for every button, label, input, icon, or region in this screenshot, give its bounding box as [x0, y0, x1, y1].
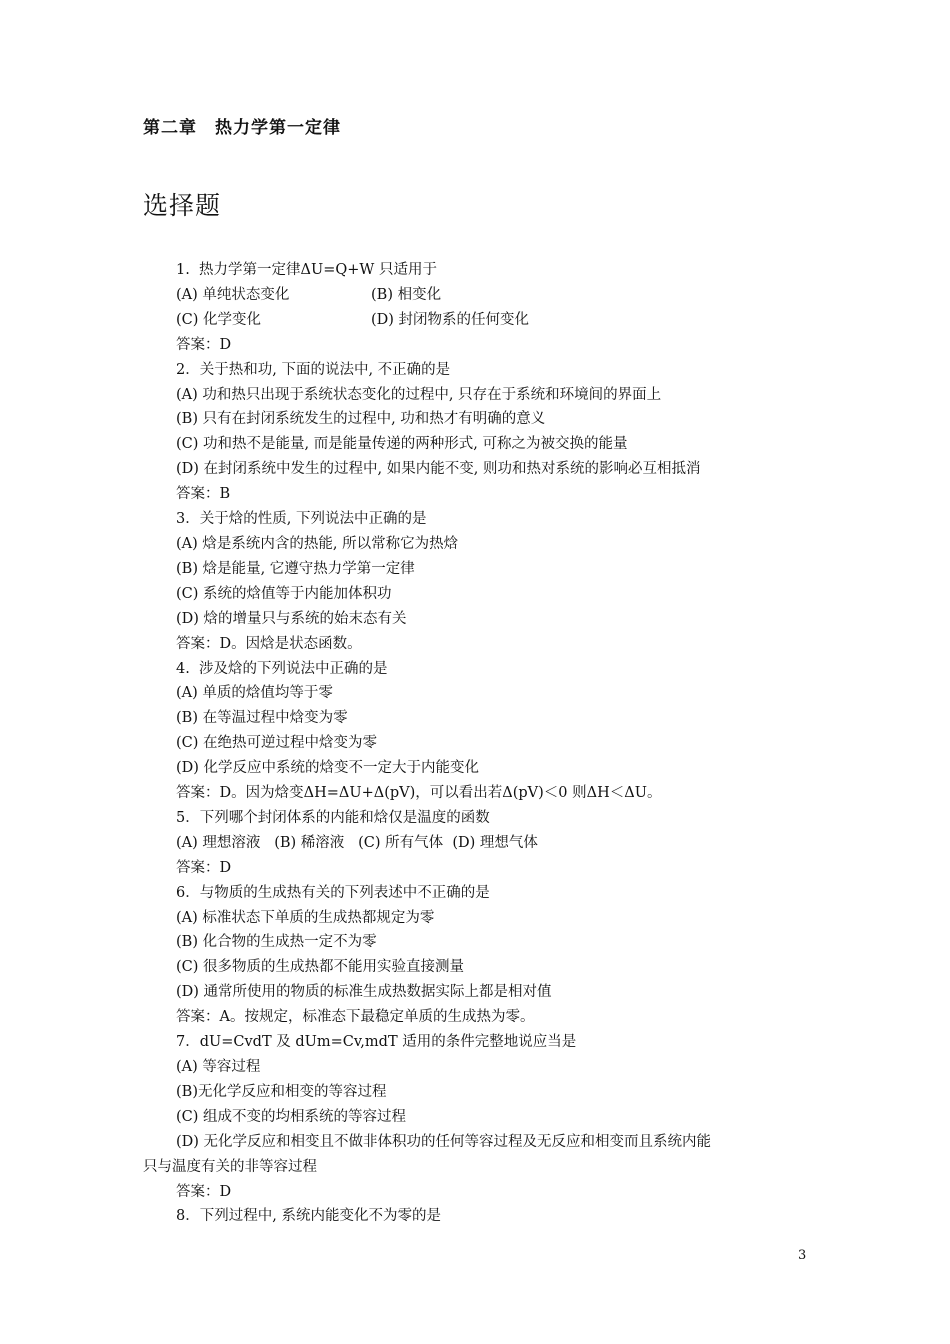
text-line: 6．与物质的生成热有关的下列表述中不正确的是 [176, 884, 490, 901]
text-line: (D) 焓的增量只与系统的始末态有关 [176, 610, 407, 627]
text-line: 答案：D。因为焓变ΔH=ΔU+Δ(pV)，可以看出若Δ(pV)＜0 则ΔH＜ΔU。 [176, 785, 662, 802]
text-line: 1. 热力学第一定律ΔU=Q+W 只适用于 [176, 262, 437, 278]
text-line: (D) 化学反应中系统的焓变不一定大于内能变化 [176, 760, 480, 777]
text-line: (C) 功和热不是能量, 而是能量传递的两种形式, 可称之为被交换的能量 [176, 436, 628, 453]
text-line: 8．下列过程中, 系统内能变化不为零的是 [176, 1208, 441, 1225]
text-line: (C) 很多物质的生成热都不能用实验直接测量 [176, 959, 465, 976]
text-line: (B)无化学反应和相变的等容过程 [176, 1083, 387, 1100]
page-number: 3 [798, 1248, 807, 1263]
text-line: (B) 化合物的生成热一定不为零 [176, 934, 377, 951]
option-text: (D) 封闭物系的任何变化 [371, 311, 530, 328]
text-line: 4. 涉及焓的下列说法中正确的是 [176, 660, 388, 677]
text-line: 2．关于热和功, 下面的说法中, 不正确的是 [176, 361, 451, 378]
text-line: 答案：D [176, 859, 232, 876]
text-line: 5．下列哪个封闭体系的内能和焓仅是温度的函数 [176, 809, 490, 826]
option-text: (B) 相变化 [371, 286, 442, 303]
text-line: (B) 在等温过程中焓变为零 [176, 710, 348, 727]
text-line: 答案：A。按规定，标准态下最稳定单质的生成热为零。 [176, 1009, 535, 1026]
text-line: (D) 无化学反应和相变且不做非体积功的任何等容过程及无反应和相变而且系统内能 [176, 1133, 712, 1150]
text-line: (D) 在封闭系统中发生的过程中, 如果内能不变, 则功和热对系统的影响必互相抵消 [176, 461, 701, 478]
chapter-title: 第二章 热力学第一定律 [143, 118, 341, 138]
text-line: (B) 只有在封闭系统发生的过程中, 功和热才有明确的意义 [176, 411, 546, 428]
option-row [176, 283, 816, 308]
text-line: (A) 功和热只出现于系统状态变化的过程中, 只存在于系统和环境间的界面上 [176, 386, 662, 403]
text-line: (C) 系统的焓值等于内能加体积功 [176, 585, 392, 602]
question-list [143, 258, 816, 1229]
text-line: 答案：D [176, 336, 232, 353]
text-line: 答案：D [176, 1183, 232, 1200]
text-line: (C) 在绝热可逆过程中焓变为零 [176, 735, 378, 752]
text-line: 7．dU=CvdT 及 dUm=Cv,mdT 适用的条件完整地说应当是 [176, 1034, 577, 1051]
section-title: 选择题 [143, 191, 222, 220]
text-line: 3．关于焓的性质, 下列说法中正确的是 [176, 511, 427, 528]
option-text: (A) 单纯状态变化 [176, 286, 290, 303]
text-line: (B) 焓是能量, 它遵守热力学第一定律 [176, 560, 415, 577]
text-line: 答案：B [176, 486, 231, 503]
text-line: (A) 焓是系统内含的热能, 所以常称它为热焓 [176, 535, 459, 552]
text-line: (A) 标准状态下单质的生成热都规定为零 [176, 909, 435, 926]
text-line: (A) 单质的焓值均等于零 [176, 685, 333, 702]
text-line: 答案：D。因焓是状态函数。 [176, 635, 362, 652]
text-line: (A) 理想溶液 (B) 稀溶液 (C) 所有气体 (D) 理想气体 [176, 834, 538, 851]
text-line: (D) 通常所使用的物质的标准生成热数据实际上都是相对值 [176, 984, 552, 1001]
text-line: (C) 组成不变的均相系统的等容过程 [176, 1108, 407, 1125]
option-row [176, 308, 816, 333]
text-line: (A) 等容过程 [176, 1059, 261, 1075]
option-text: (C) 化学变化 [176, 311, 262, 328]
text-line: 只与温度有关的非等容过程 [143, 1158, 317, 1175]
